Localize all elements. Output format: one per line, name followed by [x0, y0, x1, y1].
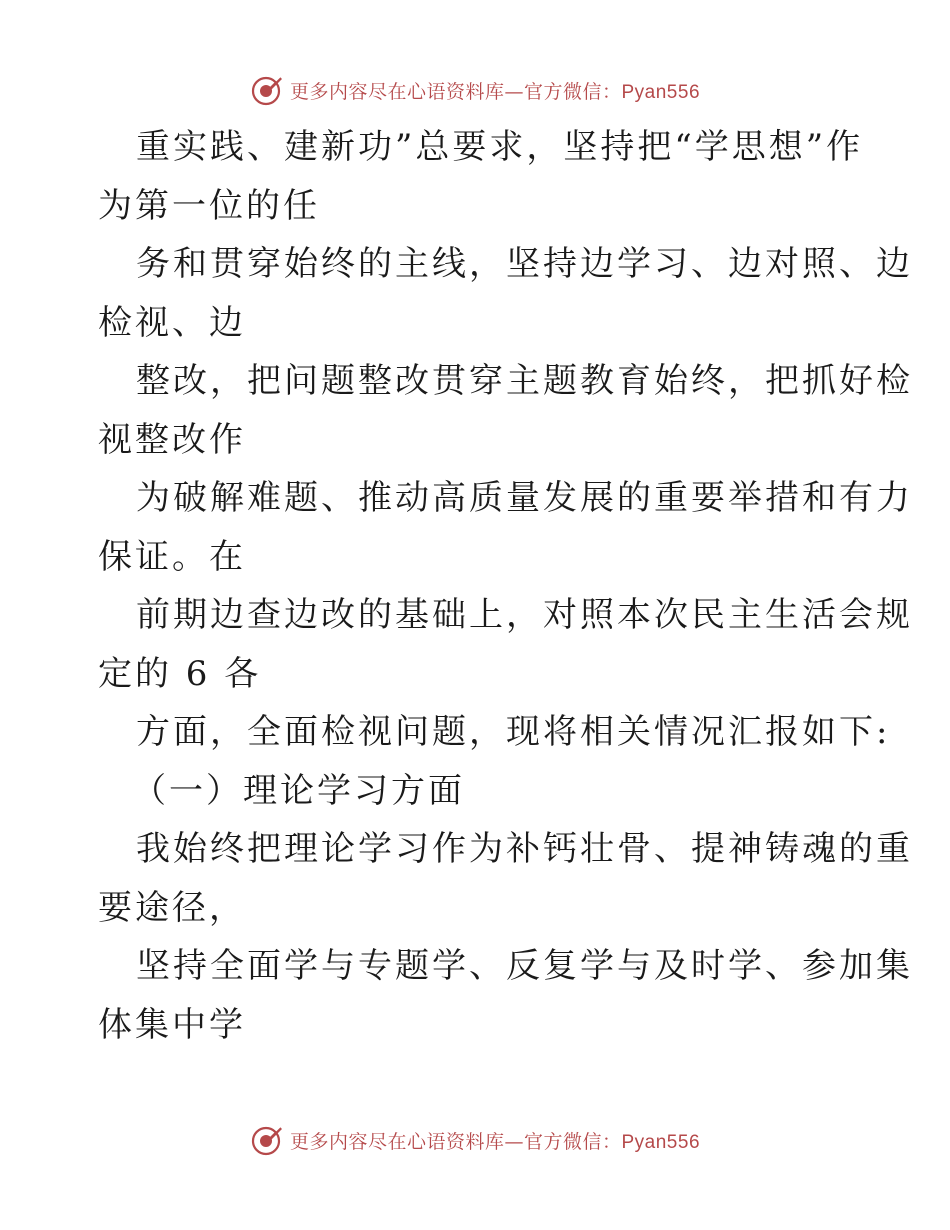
footer-watermark — [0, 1120, 950, 1160]
text-line: 要途径， — [98, 887, 246, 928]
watermark-text: 更多内容尽在心语资料库—官方微信：Pyan556 — [289, 1130, 701, 1153]
text-line: 重实践、建新功”总要求，坚持把“学思想”作 — [136, 127, 864, 167]
section-heading: （一）理论学习方面 — [132, 770, 465, 811]
text-line: 检视、边 — [98, 302, 246, 343]
text-line: 为第一位的任 — [98, 185, 320, 226]
text-line: 保证。在 — [98, 536, 246, 577]
text-line: 整改，把问题整改贯穿主题教育始终，把抓好检 — [136, 361, 913, 401]
text-line: 我始终把理论学习作为补钙壮骨、提神铸魂的重 — [136, 829, 913, 869]
text-line: 为破解难题、推动高质量发展的重要举措和有力 — [136, 478, 913, 518]
wechat-id: Pyan556 — [621, 1131, 701, 1153]
text-line: 体集中学 — [98, 1004, 246, 1045]
wechat-id: Pyan556 — [621, 81, 701, 103]
text-line: 前期边查边改的基础上，对照本次民主生活会规 — [136, 595, 913, 635]
red-quill-logo-icon — [250, 73, 284, 107]
watermark-text: 更多内容尽在心语资料库—官方微信：Pyan556 — [289, 80, 701, 103]
text-line: 方面，全面检视问题，现将相关情况汇报如下: — [136, 712, 891, 752]
document-body — [98, 118, 913, 1054]
text-line: 务和贯穿始终的主线，坚持边学习、边对照、边 — [136, 244, 913, 284]
text-line: 定的 6 各 — [98, 653, 262, 694]
text-line: 视整改作 — [98, 419, 246, 460]
header-watermark — [0, 70, 950, 110]
text-line: 坚持全面学与专题学、反复学与及时学、参加集 — [136, 946, 913, 986]
red-quill-logo-icon — [250, 1123, 284, 1157]
